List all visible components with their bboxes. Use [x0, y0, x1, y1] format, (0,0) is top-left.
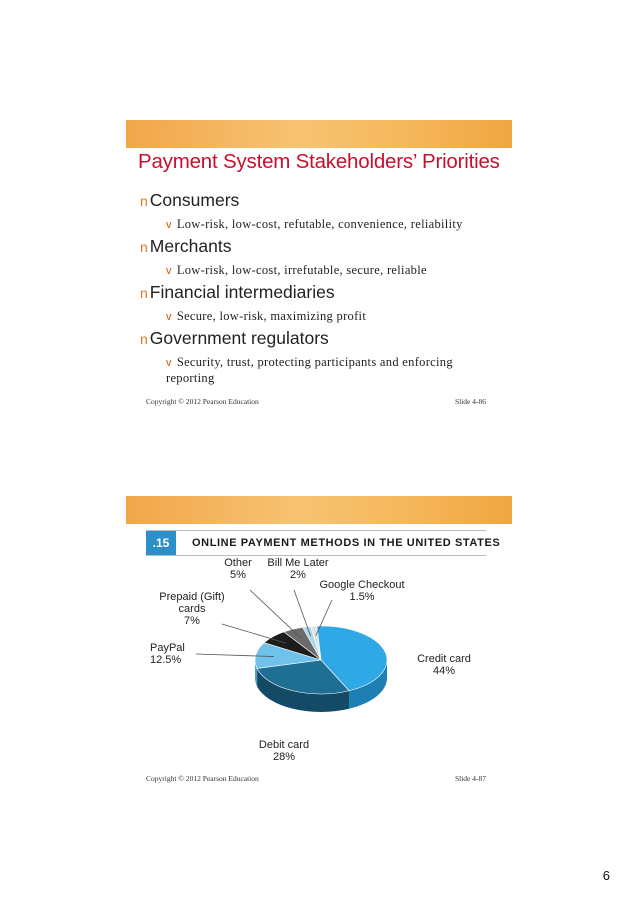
- bullet-heading: Financial intermediaries: [149, 282, 335, 302]
- sub-bullet-financial-intermediaries: [166, 309, 496, 325]
- sub-bullet-consumers: [166, 217, 496, 233]
- footer-copyright: Copyright © 2012 Pearson Education: [146, 397, 259, 406]
- bullet-heading: Merchants: [149, 236, 232, 256]
- sub-bullet-government-regulators: [166, 355, 466, 386]
- footer-slide-number: Slide 4-86: [454, 397, 486, 406]
- pie-label-google-checkout: Google Checkout 1.5%: [319, 579, 405, 603]
- bullet-marker: n: [140, 331, 148, 347]
- bullet-merchants: [140, 236, 232, 257]
- sub-bullet-marker: v: [166, 265, 172, 277]
- pie-label-prepaid-gift-cards: Prepaid (Gift) cards 7%: [159, 591, 225, 627]
- bullet-heading: Consumers: [149, 190, 240, 210]
- bullet-marker: n: [140, 285, 148, 301]
- sub-bullet-marker: v: [166, 311, 172, 323]
- leader-line: [250, 590, 301, 638]
- footer-copyright: Copyright © 2012 Pearson Education: [146, 774, 259, 783]
- figure-number: .15: [146, 531, 176, 555]
- sub-bullet-marker: v: [166, 219, 172, 231]
- slide-banner: [126, 496, 512, 524]
- pie-label-bill-me-later: Bill Me Later 2%: [267, 558, 329, 581]
- sub-bullet-marker: v: [166, 357, 172, 369]
- bullet-government-regulators: [140, 328, 329, 349]
- sub-bullet-text: Secure, low-risk, maximizing profit: [176, 309, 367, 323]
- footer-slide-number: Slide 4-87: [454, 774, 486, 783]
- figure-header: [146, 530, 501, 556]
- bullet-heading: Government regulators: [149, 328, 329, 348]
- figure-title: ONLINE PAYMENT METHODS IN THE UNITED STATES: [192, 537, 501, 549]
- sub-bullet-merchants: [166, 263, 496, 279]
- slide-banner: [126, 120, 512, 148]
- sub-bullet-text: Security, trust, protecting participants and enforcing reporting: [166, 355, 453, 385]
- bullet-marker: n: [140, 193, 148, 209]
- pie-label-credit-card: Credit card 44%: [417, 653, 471, 677]
- leader-line: [222, 624, 286, 643]
- bullet-marker: n: [140, 239, 148, 255]
- pie-label-other: Other 5%: [224, 558, 252, 581]
- sub-bullet-text: Low-risk, low-cost, refutable, convenience, reliability: [176, 217, 463, 231]
- pie-label-debit-card: Debit card 28%: [258, 739, 310, 763]
- sub-bullet-text: Low-risk, low-cost, irrefutable, secure, reliable: [176, 263, 427, 277]
- bullet-consumers: [140, 190, 239, 211]
- slide-4-86: [126, 120, 512, 415]
- slide-title: Payment System Stakeholders’ Priorities: [138, 150, 500, 173]
- pie-label-paypal: PayPal 12.5%: [150, 642, 185, 666]
- page-number: 6: [602, 868, 610, 883]
- slide-4-87: [126, 496, 512, 791]
- bullet-financial-intermediaries: [140, 282, 335, 303]
- pie-chart: [126, 558, 512, 778]
